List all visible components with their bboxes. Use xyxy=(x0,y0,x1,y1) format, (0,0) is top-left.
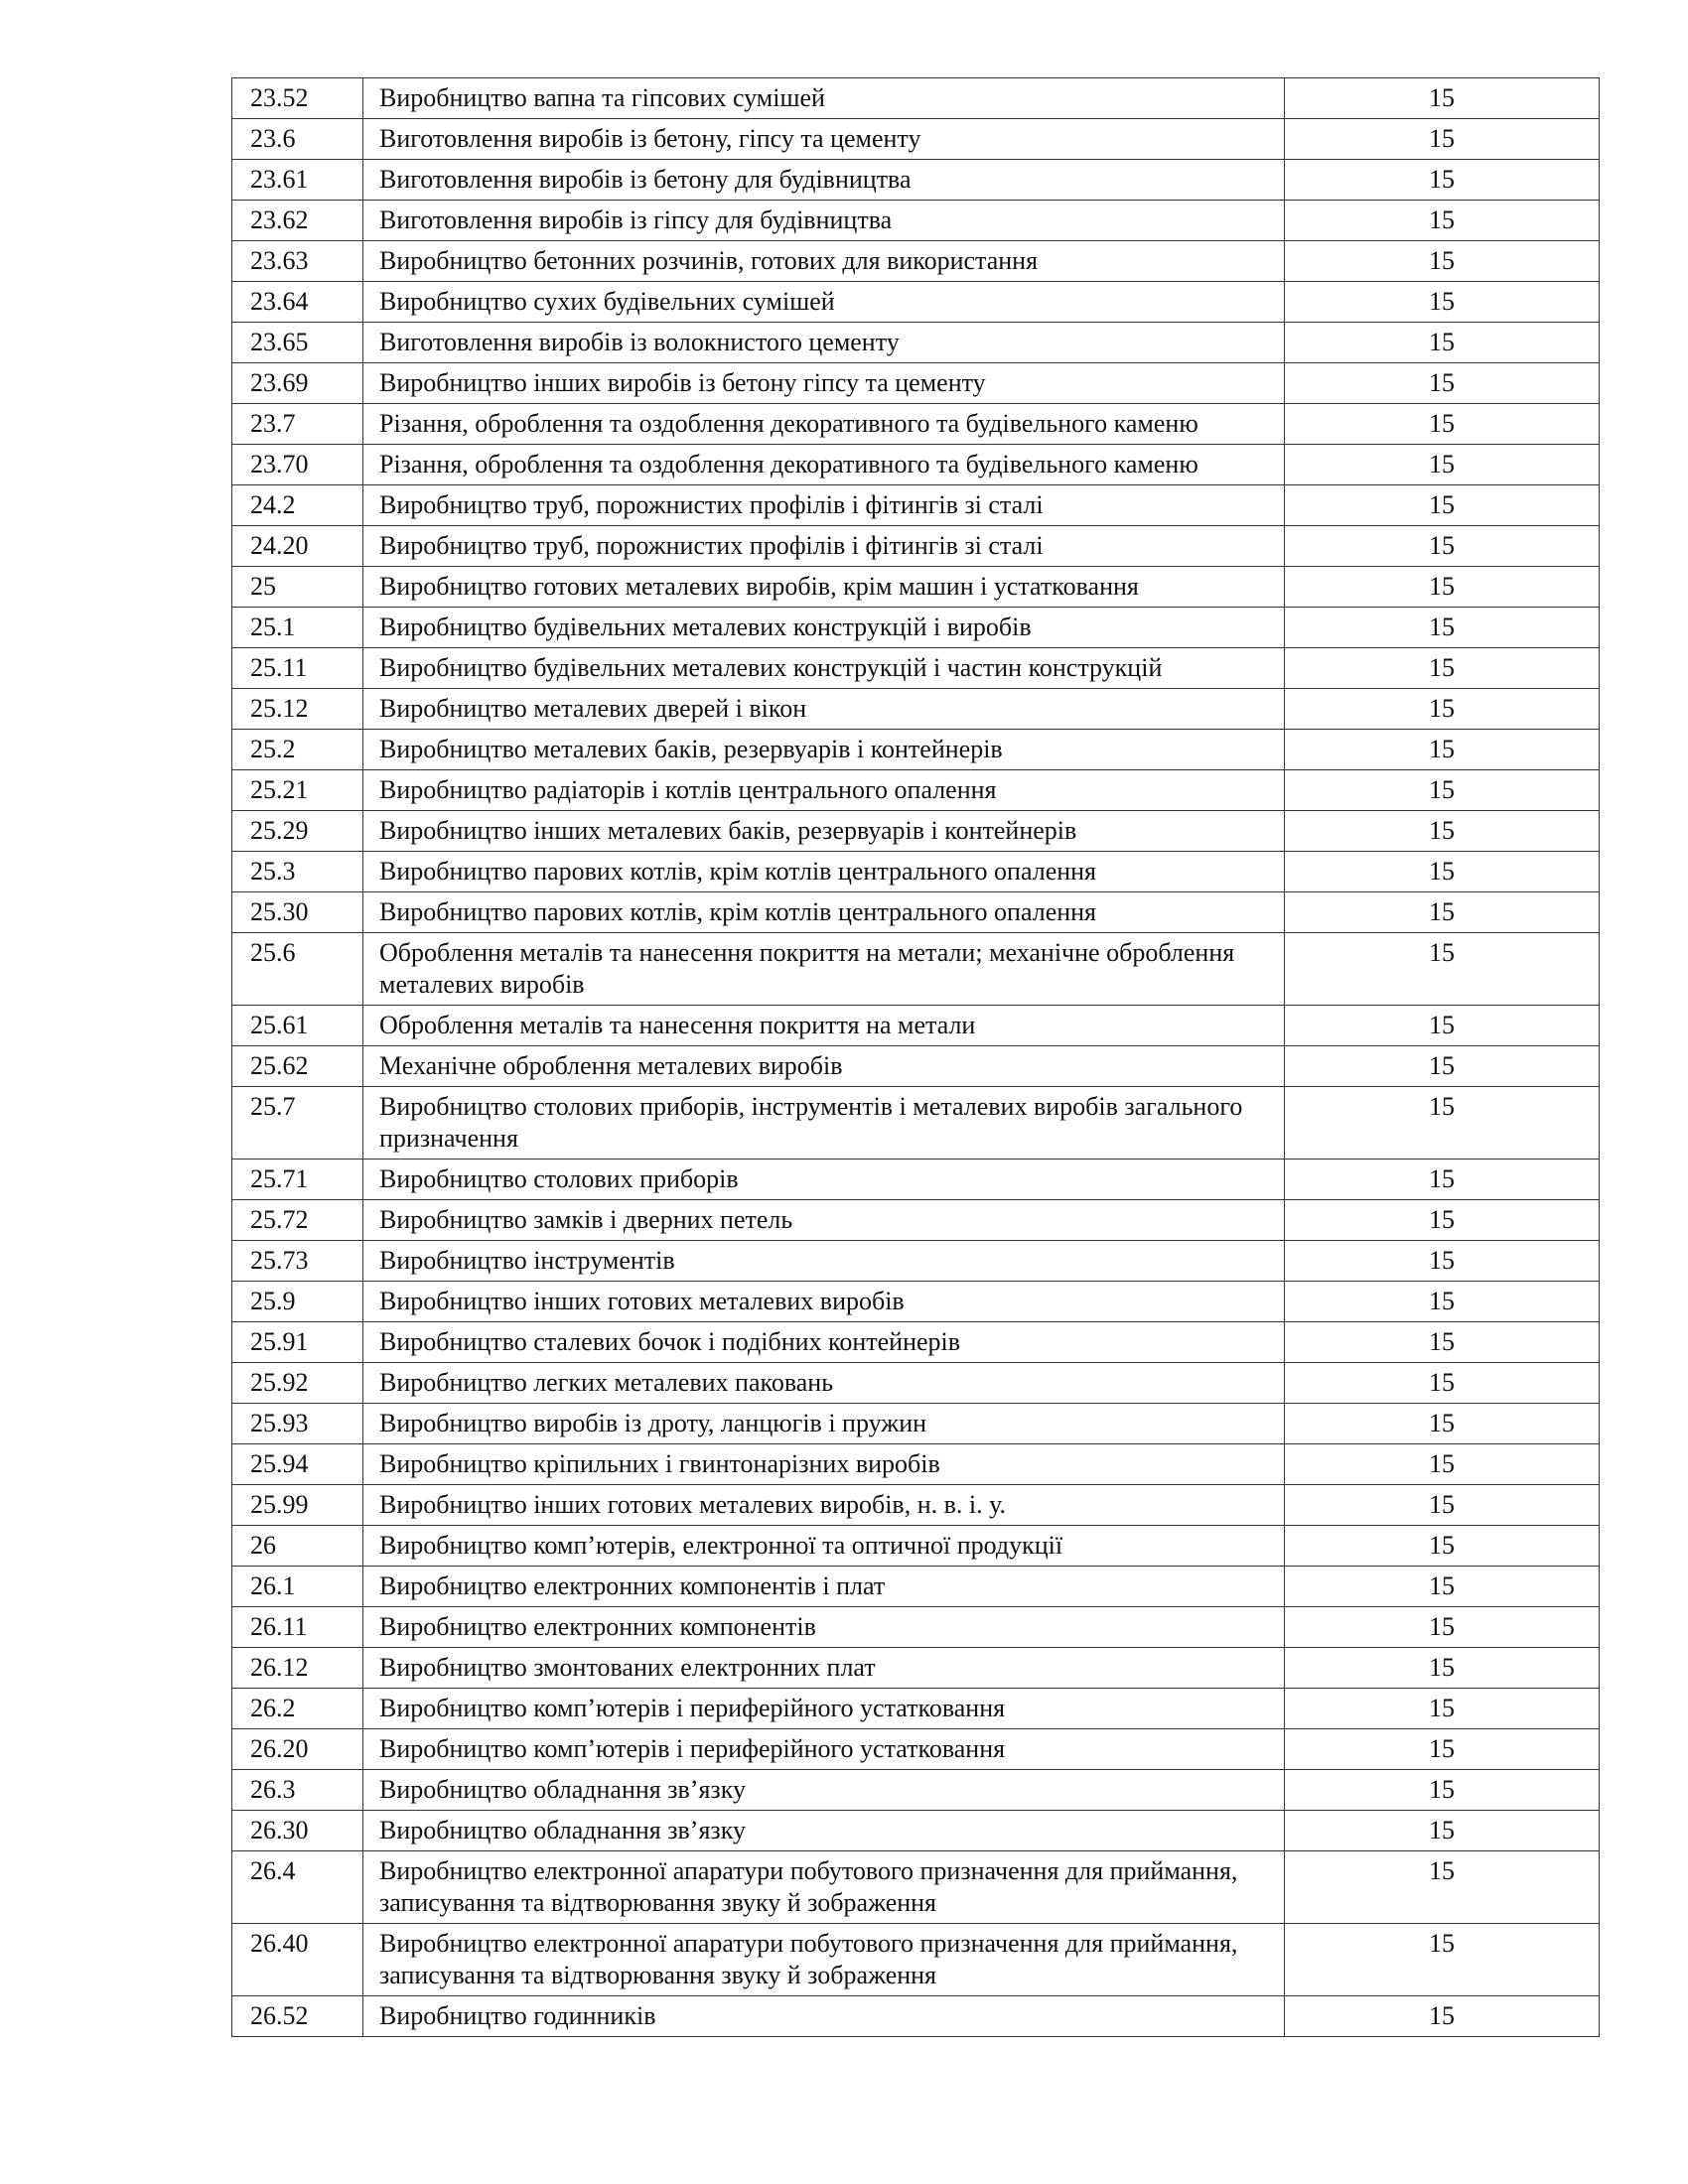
rate-cell: 15 xyxy=(1285,1689,1600,1729)
code-cell: 25.7 xyxy=(232,1087,363,1160)
activity-name-cell: Виробництво сухих будівельних сумішей xyxy=(363,282,1285,323)
table-row xyxy=(232,608,1600,648)
activity-name-cell: Різання, оброблення та оздоблення декоративного та будівельного каменю xyxy=(363,445,1285,485)
table-row xyxy=(232,323,1600,363)
activity-name-cell: Виробництво парових котлів, крім котлів центрального опалення xyxy=(363,852,1285,892)
rate-cell: 15 xyxy=(1285,201,1600,241)
table-row xyxy=(232,241,1600,282)
rate-cell: 15 xyxy=(1285,1363,1600,1404)
activity-name-cell: Виготовлення виробів із бетону, гіпсу та цементу xyxy=(363,119,1285,160)
code-cell: 25.2 xyxy=(232,730,363,770)
table-row xyxy=(232,567,1600,608)
activity-name-cell: Виробництво інших металевих баків, резервуарів і контейнерів xyxy=(363,811,1285,852)
code-cell: 23.7 xyxy=(232,404,363,445)
table-row xyxy=(232,1729,1600,1770)
activity-name-cell: Виробництво радіаторів і котлів центрального опалення xyxy=(363,770,1285,811)
table-row xyxy=(232,1006,1600,1046)
code-cell: 25.11 xyxy=(232,648,363,689)
rate-cell: 15 xyxy=(1285,648,1600,689)
rate-cell: 15 xyxy=(1285,1924,1600,1996)
table-body xyxy=(232,78,1600,2037)
code-cell: 26 xyxy=(232,1526,363,1567)
rate-cell: 15 xyxy=(1285,485,1600,526)
table-row xyxy=(232,1087,1600,1160)
rate-cell: 15 xyxy=(1285,1006,1600,1046)
activity-name-cell: Виробництво інструментів xyxy=(363,1241,1285,1282)
rate-cell: 15 xyxy=(1285,1087,1600,1160)
rate-cell: 15 xyxy=(1285,1241,1600,1282)
code-cell: 23.65 xyxy=(232,323,363,363)
code-cell: 23.69 xyxy=(232,363,363,404)
activity-name-cell: Виробництво металевих дверей і вікон xyxy=(363,689,1285,730)
code-cell: 23.52 xyxy=(232,78,363,119)
code-cell: 26.52 xyxy=(232,1996,363,2037)
table-row xyxy=(232,78,1600,119)
table-row xyxy=(232,1160,1600,1200)
table-row xyxy=(232,1996,1600,2037)
rate-cell: 15 xyxy=(1285,1770,1600,1811)
rate-cell: 15 xyxy=(1285,852,1600,892)
table-row xyxy=(232,363,1600,404)
code-cell: 26.11 xyxy=(232,1607,363,1648)
rate-cell: 15 xyxy=(1285,404,1600,445)
rate-cell: 15 xyxy=(1285,1851,1600,1924)
rate-cell: 15 xyxy=(1285,282,1600,323)
rate-cell: 15 xyxy=(1285,1567,1600,1607)
code-cell: 23.63 xyxy=(232,241,363,282)
rate-cell: 15 xyxy=(1285,323,1600,363)
activity-name-cell: Виготовлення виробів із гіпсу для будівництва xyxy=(363,201,1285,241)
code-cell: 24.2 xyxy=(232,485,363,526)
code-cell: 25.30 xyxy=(232,892,363,933)
rate-cell: 15 xyxy=(1285,1729,1600,1770)
table-row xyxy=(232,119,1600,160)
rate-cell: 15 xyxy=(1285,1811,1600,1851)
code-cell: 25.92 xyxy=(232,1363,363,1404)
activity-name-cell: Виробництво виробів із дроту, ланцюгів і пружин xyxy=(363,1404,1285,1444)
activity-name-cell: Різання, оброблення та оздоблення декоративного та будівельного каменю xyxy=(363,404,1285,445)
code-cell: 25.12 xyxy=(232,689,363,730)
activity-name-cell: Виробництво обладнання зв’язку xyxy=(363,1770,1285,1811)
code-cell: 26.3 xyxy=(232,1770,363,1811)
table-row xyxy=(232,404,1600,445)
code-cell: 25.93 xyxy=(232,1404,363,1444)
rate-cell: 15 xyxy=(1285,526,1600,567)
code-cell: 25.99 xyxy=(232,1485,363,1526)
table-row xyxy=(232,1241,1600,1282)
rate-cell: 15 xyxy=(1285,933,1600,1006)
code-cell: 23.62 xyxy=(232,201,363,241)
rate-cell: 15 xyxy=(1285,1322,1600,1363)
activity-name-cell: Виготовлення виробів із бетону для будівництва xyxy=(363,160,1285,201)
table-row xyxy=(232,852,1600,892)
table-row xyxy=(232,1811,1600,1851)
activity-name-cell: Виробництво легких металевих паковань xyxy=(363,1363,1285,1404)
code-cell: 26.12 xyxy=(232,1648,363,1689)
rate-cell: 15 xyxy=(1285,119,1600,160)
table-row xyxy=(232,445,1600,485)
code-cell: 25.73 xyxy=(232,1241,363,1282)
activity-name-cell: Виробництво комп’ютерів і периферійного устатковання xyxy=(363,1689,1285,1729)
activity-name-cell: Оброблення металів та нанесення покриття на метали xyxy=(363,1006,1285,1046)
rate-cell: 15 xyxy=(1285,1404,1600,1444)
activity-name-cell: Виробництво сталевих бочок і подібних контейнерів xyxy=(363,1322,1285,1363)
table-row xyxy=(232,1770,1600,1811)
code-cell: 26.20 xyxy=(232,1729,363,1770)
table-row xyxy=(232,1689,1600,1729)
rate-cell: 15 xyxy=(1285,78,1600,119)
activity-name-cell: Виробництво будівельних металевих конструкцій і виробів xyxy=(363,608,1285,648)
activity-name-cell: Виробництво труб, порожнистих профілів і фітингів зі сталі xyxy=(363,526,1285,567)
rate-cell: 15 xyxy=(1285,567,1600,608)
table-row xyxy=(232,1444,1600,1485)
table-row xyxy=(232,526,1600,567)
rate-cell: 15 xyxy=(1285,363,1600,404)
code-cell: 25.3 xyxy=(232,852,363,892)
rate-cell: 15 xyxy=(1285,1200,1600,1241)
table-row xyxy=(232,1485,1600,1526)
code-cell: 25.72 xyxy=(232,1200,363,1241)
rate-cell: 15 xyxy=(1285,892,1600,933)
table-row xyxy=(232,1322,1600,1363)
table-row xyxy=(232,1567,1600,1607)
activity-name-cell: Виробництво годинників xyxy=(363,1996,1285,2037)
table-row xyxy=(232,1200,1600,1241)
table-row xyxy=(232,1924,1600,1996)
activity-codes-table xyxy=(231,77,1600,2037)
table-row xyxy=(232,689,1600,730)
rate-cell: 15 xyxy=(1285,241,1600,282)
rate-cell: 15 xyxy=(1285,1607,1600,1648)
rate-cell: 15 xyxy=(1285,1160,1600,1200)
activity-name-cell: Виробництво електронних компонентів і плат xyxy=(363,1567,1285,1607)
code-cell: 26.30 xyxy=(232,1811,363,1851)
activity-name-cell: Виробництво комп’ютерів, електронної та оптичної продукції xyxy=(363,1526,1285,1567)
activity-name-cell: Виробництво вапна та гіпсових сумішей xyxy=(363,78,1285,119)
rate-cell: 15 xyxy=(1285,1046,1600,1087)
table-row xyxy=(232,201,1600,241)
activity-name-cell: Виготовлення виробів із волокнистого цементу xyxy=(363,323,1285,363)
activity-name-cell: Виробництво інших готових металевих виробів xyxy=(363,1282,1285,1322)
rate-cell: 15 xyxy=(1285,1648,1600,1689)
activity-name-cell: Оброблення металів та нанесення покриття на метали; механічне оброблення металевих виробів xyxy=(363,933,1285,1006)
table-row xyxy=(232,282,1600,323)
rate-cell: 15 xyxy=(1285,1444,1600,1485)
code-cell: 25.91 xyxy=(232,1322,363,1363)
activity-name-cell: Виробництво електронної апаратури побутового призначення для приймання, записування та відтворювання звуку й зображення xyxy=(363,1924,1285,1996)
code-cell: 24.20 xyxy=(232,526,363,567)
activity-name-cell: Механічне оброблення металевих виробів xyxy=(363,1046,1285,1087)
activity-name-cell: Виробництво інших виробів із бетону гіпсу та цементу xyxy=(363,363,1285,404)
table-row xyxy=(232,933,1600,1006)
rate-cell: 15 xyxy=(1285,160,1600,201)
code-cell: 25.21 xyxy=(232,770,363,811)
rate-cell: 15 xyxy=(1285,689,1600,730)
code-cell: 23.70 xyxy=(232,445,363,485)
activity-name-cell: Виробництво труб, порожнистих профілів і фітингів зі сталі xyxy=(363,485,1285,526)
activity-name-cell: Виробництво готових металевих виробів, крім машин і устатковання xyxy=(363,567,1285,608)
activity-name-cell: Виробництво електронних компонентів xyxy=(363,1607,1285,1648)
rate-cell: 15 xyxy=(1285,1485,1600,1526)
activity-name-cell: Виробництво інших готових металевих виробів, н. в. і. у. xyxy=(363,1485,1285,1526)
code-cell: 26.40 xyxy=(232,1924,363,1996)
activity-name-cell: Виробництво парових котлів, крім котлів центрального опалення xyxy=(363,892,1285,933)
table-row xyxy=(232,1851,1600,1924)
code-cell: 25.94 xyxy=(232,1444,363,1485)
code-cell: 25.1 xyxy=(232,608,363,648)
table-row xyxy=(232,485,1600,526)
rate-cell: 15 xyxy=(1285,1282,1600,1322)
activity-name-cell: Виробництво комп’ютерів і периферійного устатковання xyxy=(363,1729,1285,1770)
activity-name-cell: Виробництво замків і дверних петель xyxy=(363,1200,1285,1241)
table-row xyxy=(232,1648,1600,1689)
table-row xyxy=(232,730,1600,770)
activity-name-cell: Виробництво будівельних металевих конструкцій і частин конструкцій xyxy=(363,648,1285,689)
rate-cell: 15 xyxy=(1285,1996,1600,2037)
code-cell: 23.64 xyxy=(232,282,363,323)
activity-name-cell: Виробництво столових приборів, інструментів і металевих виробів загального призначення xyxy=(363,1087,1285,1160)
code-cell: 25.71 xyxy=(232,1160,363,1200)
table-row xyxy=(232,1363,1600,1404)
code-cell: 25 xyxy=(232,567,363,608)
rate-cell: 15 xyxy=(1285,811,1600,852)
table-row xyxy=(232,811,1600,852)
code-cell: 23.6 xyxy=(232,119,363,160)
rate-cell: 15 xyxy=(1285,770,1600,811)
table-row xyxy=(232,892,1600,933)
table-row xyxy=(232,770,1600,811)
code-cell: 26.4 xyxy=(232,1851,363,1924)
rate-cell: 15 xyxy=(1285,1526,1600,1567)
activity-name-cell: Виробництво обладнання зв’язку xyxy=(363,1811,1285,1851)
code-cell: 26.1 xyxy=(232,1567,363,1607)
activity-name-cell: Виробництво металевих баків, резервуарів і контейнерів xyxy=(363,730,1285,770)
code-cell: 25.6 xyxy=(232,933,363,1006)
table-row xyxy=(232,160,1600,201)
table-row xyxy=(232,1526,1600,1567)
activity-name-cell: Виробництво електронної апаратури побутового призначення для приймання, записування та відтворювання звуку й зображення xyxy=(363,1851,1285,1924)
table-row xyxy=(232,648,1600,689)
code-cell: 25.29 xyxy=(232,811,363,852)
rate-cell: 15 xyxy=(1285,608,1600,648)
activity-name-cell: Виробництво столових приборів xyxy=(363,1160,1285,1200)
code-cell: 25.61 xyxy=(232,1006,363,1046)
activity-name-cell: Виробництво кріпильних і гвинтонарізних виробів xyxy=(363,1444,1285,1485)
table-row xyxy=(232,1282,1600,1322)
table-row xyxy=(232,1404,1600,1444)
code-cell: 23.61 xyxy=(232,160,363,201)
table-row xyxy=(232,1607,1600,1648)
code-cell: 25.9 xyxy=(232,1282,363,1322)
rate-cell: 15 xyxy=(1285,445,1600,485)
code-cell: 26.2 xyxy=(232,1689,363,1729)
activity-name-cell: Виробництво змонтованих електронних плат xyxy=(363,1648,1285,1689)
table-row xyxy=(232,1046,1600,1087)
code-cell: 25.62 xyxy=(232,1046,363,1087)
activity-name-cell: Виробництво бетонних розчинів, готових для використання xyxy=(363,241,1285,282)
rate-cell: 15 xyxy=(1285,730,1600,770)
